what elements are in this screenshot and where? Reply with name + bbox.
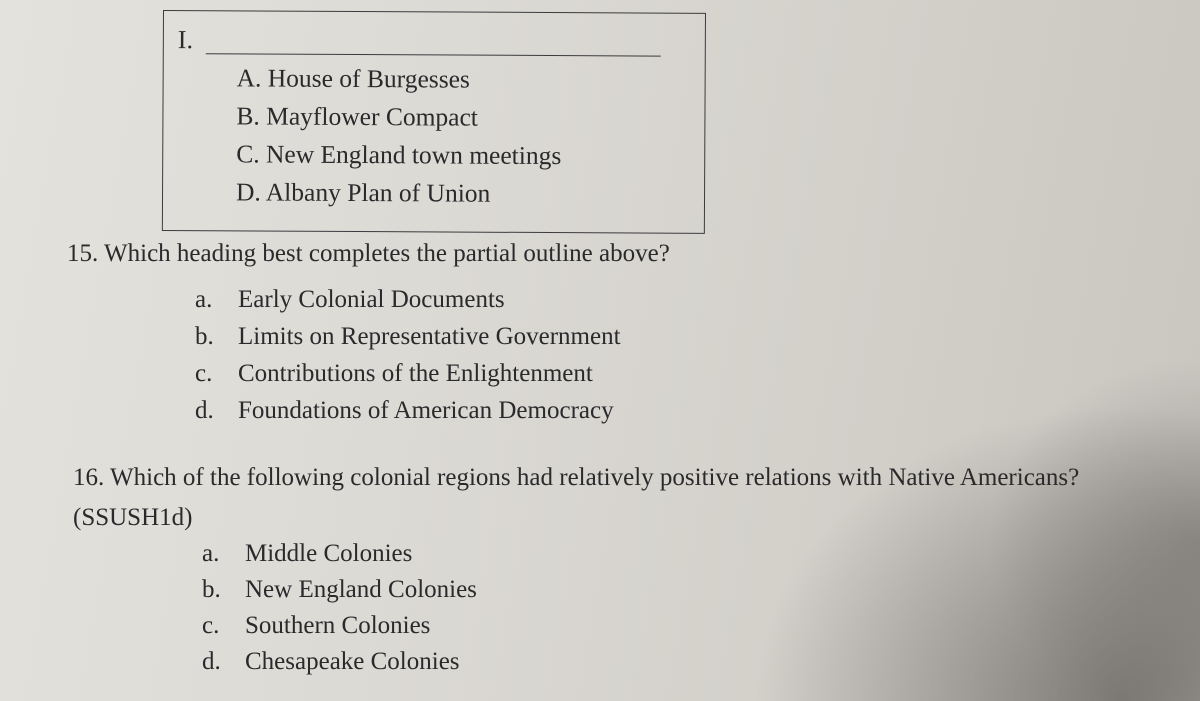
outline-numeral: I. <box>177 25 194 55</box>
choice-letter: d. <box>202 648 221 675</box>
choice-text: Middle Colonies <box>245 540 413 567</box>
question-16-text: 16. Which of the following colonial regions had relatively positive relations with Native Americans? <box>73 464 1080 491</box>
outline-item-list <box>236 59 562 213</box>
choice-letter: c. <box>202 612 220 639</box>
choice-item <box>202 608 477 644</box>
question-16-choices <box>202 536 477 680</box>
question-15-text: 15. Which heading best completes the partial outline above? <box>67 240 670 267</box>
choice-text: Contributions of the Enlightenment <box>238 360 593 387</box>
outline-heading-blank <box>206 53 661 56</box>
choice-item <box>202 536 477 572</box>
choice-letter: a. <box>202 540 220 567</box>
choice-item <box>202 572 477 608</box>
outline-item: C. New England town meetings <box>236 139 562 171</box>
question-16-standard-tag: (SSUSH1d) <box>73 504 193 531</box>
choice-text: Foundations of American Democracy <box>238 397 614 424</box>
choice-letter: a. <box>195 286 213 313</box>
outline-item: A. House of Burgesses <box>236 63 470 94</box>
choice-letter: b. <box>195 323 214 350</box>
choice-item <box>202 644 477 680</box>
question-15-choices <box>195 281 621 429</box>
choice-text: Southern Colonies <box>245 612 431 639</box>
choice-text: Limits on Representative Government <box>238 323 621 350</box>
choice-letter: c. <box>195 360 213 387</box>
choice-item <box>195 281 621 318</box>
choice-item <box>195 355 621 392</box>
choice-item <box>195 318 621 355</box>
choice-letter: d. <box>195 397 214 424</box>
choice-text: New England Colonies <box>245 576 477 603</box>
partial-outline-box <box>162 10 706 234</box>
choice-letter: b. <box>202 576 221 603</box>
choice-text: Early Colonial Documents <box>238 286 505 313</box>
outline-item: B. Mayflower Compact <box>236 101 479 132</box>
outline-item: D. Albany Plan of Union <box>235 177 491 208</box>
choice-text: Chesapeake Colonies <box>245 648 460 675</box>
choice-item <box>195 392 621 429</box>
